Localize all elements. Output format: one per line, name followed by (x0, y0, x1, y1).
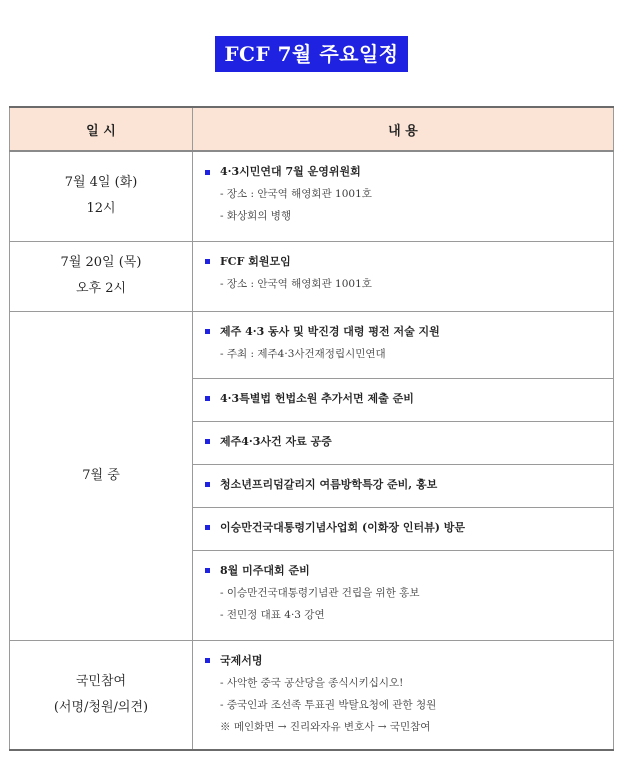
square-bullet-icon (205, 568, 210, 573)
schedule-table (9, 106, 614, 751)
square-bullet-icon (205, 170, 210, 175)
bullet-item (203, 517, 603, 539)
bullet-text: 4·3시민연대 7월 운영위원회 (220, 165, 361, 178)
content-cell (193, 464, 614, 507)
sub-item: - 사악한 중국 공산당을 종식시키십시오! (220, 676, 404, 689)
square-bullet-icon (205, 439, 210, 444)
sub-item: - 장소 : 안국역 해영회관 1001호 (220, 188, 372, 200)
time-line: 12시 (86, 201, 116, 217)
date-line: 7월 20일 (목) (60, 255, 142, 270)
content-cell (193, 151, 614, 241)
table-row (10, 151, 614, 241)
bullet-text: 청소년프리덤갈리지 여름방학특강 준비, 홍보 (220, 477, 438, 491)
time-line: 오후 2시 (75, 281, 127, 296)
sub-item: - 장소 : 안국역 해영회관 1001호 (220, 277, 372, 290)
content-cell (193, 550, 614, 640)
bullet-item (203, 650, 603, 672)
content-cell (193, 421, 614, 464)
square-bullet-icon (205, 482, 210, 487)
date-line: 국민참여 (75, 673, 127, 689)
square-bullet-icon (205, 658, 210, 663)
bullet-item (203, 321, 603, 343)
bullet-item (203, 388, 603, 410)
table-header-row (10, 107, 614, 151)
content-cell (193, 311, 614, 378)
date-line: 7월 4일 (화) (64, 175, 138, 191)
content-cell (193, 241, 614, 311)
bullet-item (203, 251, 603, 273)
title-area (0, 36, 623, 72)
bullet-item (203, 474, 603, 496)
date-cell (10, 241, 193, 311)
bullet-text: 4·3특별법 헌법소원 추가서면 제출 준비 (220, 391, 414, 405)
sub-item: - 주최 : 제주4·3사건재정립시민연대 (220, 347, 386, 360)
content-cell (193, 507, 614, 550)
header-content: 내 용 (193, 107, 614, 151)
bullet-text: FCF 회원모임 (220, 254, 291, 268)
square-bullet-icon (205, 329, 210, 334)
square-bullet-icon (205, 259, 210, 264)
date-cell (10, 151, 193, 241)
content-cell (193, 378, 614, 421)
header-date: 일 시 (10, 107, 193, 151)
square-bullet-icon (205, 396, 210, 401)
bullet-item (203, 161, 603, 183)
content-cell (193, 640, 614, 750)
bullet-text: 제주4·3사건 자료 공증 (220, 434, 332, 448)
sub-item: - 이승만건국대통령기념관 건립을 위한 홍보 (220, 586, 420, 599)
table-row (10, 640, 614, 750)
sub-item: - 화상회의 병행 (220, 210, 292, 222)
bullet-text: 제주 4·3 동사 및 박진경 대령 평전 저술 지원 (220, 324, 440, 338)
date-cell: 7월 중 (10, 311, 193, 640)
date-cell (10, 640, 193, 750)
bullet-item (203, 431, 603, 453)
square-bullet-icon (205, 525, 210, 530)
bullet-text: 국제서명 (220, 653, 263, 667)
bullet-text: 이승만건국대통령기념사업회 (이화장 인터뷰) 방문 (220, 520, 466, 534)
note-item: ※ 메인화면 → 진리와자유 변호사 → 국민참여 (220, 720, 431, 733)
table-row (10, 241, 614, 311)
table-row (10, 311, 614, 378)
time-line: (서명/청원/의견) (53, 699, 149, 715)
page-title: FCF 7월 주요일정 (215, 36, 407, 72)
bullet-item (203, 560, 603, 582)
sub-item: - 중국인과 조선족 투표권 박탈요청에 관한 청원 (220, 698, 437, 711)
bullet-text: 8월 미주대회 준비 (220, 563, 310, 577)
sub-item: - 전민정 대표 4·3 강연 (220, 608, 325, 621)
